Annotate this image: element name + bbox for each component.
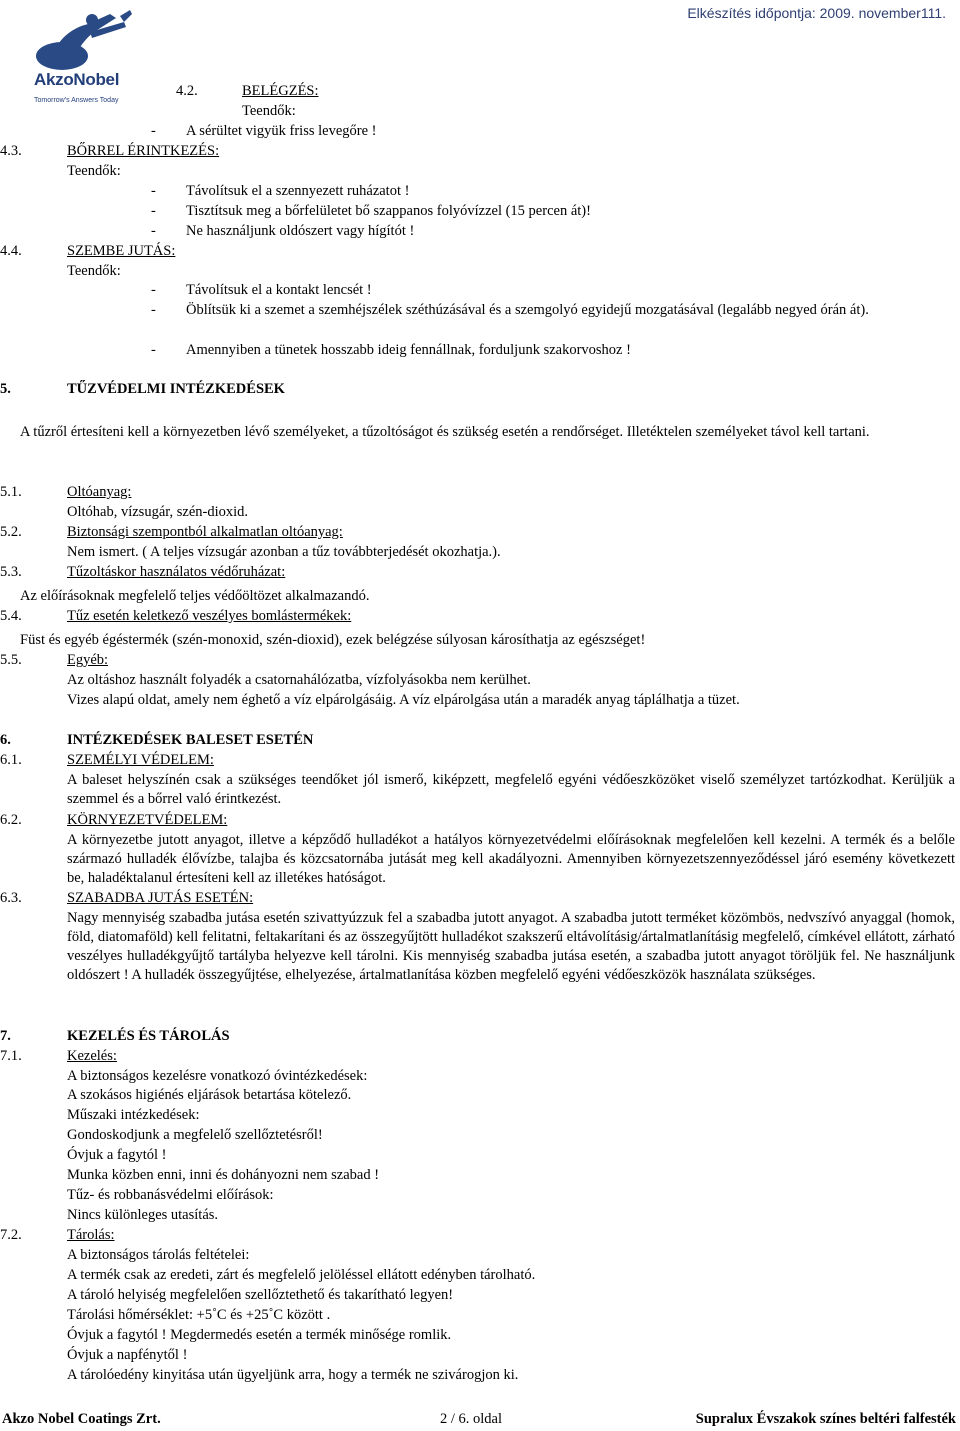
section-5-1-title: Oltóanyag: bbox=[67, 484, 132, 500]
section-7-2-title: Tárolás: bbox=[67, 1227, 115, 1243]
section-7-1-title: Kezelés: bbox=[67, 1048, 117, 1064]
storage-line: A biztonságos tárolás feltételei: bbox=[67, 1247, 250, 1263]
handling-line: Munka közben enni, inni és dohányozni nem szabad ! bbox=[67, 1167, 380, 1183]
handling-line: Tűz- és robbanásvédelmi előírások: bbox=[67, 1187, 274, 1203]
preparation-date: Elkészítés időpontja: 2009. november111. bbox=[687, 5, 946, 21]
bullet-dash: - bbox=[151, 183, 156, 199]
section-4-3-title: BŐRREL ÉRINTKEZÉS: bbox=[67, 143, 220, 159]
section-4-2-title: BELÉGZÉS: bbox=[242, 83, 319, 99]
storage-line: A termék csak az eredeti, zárt és megfelelő jelöléssel ellátott edényben tárolható. bbox=[67, 1267, 536, 1283]
section-5-5-number: 5.5. bbox=[0, 652, 22, 668]
handling-line: Gondoskodjunk a megfelelő szellőztetésről! bbox=[67, 1127, 323, 1143]
storage-line: Óvjuk a napfénytől ! bbox=[67, 1347, 188, 1363]
section-6-2-number: 6.2. bbox=[0, 812, 22, 828]
handling-line: Óvjuk a fagytól ! bbox=[67, 1147, 167, 1163]
bullet-dash: - bbox=[151, 203, 156, 219]
section-4-4-item: Öblítsük ki a szemet a szemhéjszélek széthúzásával és a szemgolyó egyidejű mozgatásával (legalább negyed órán át). bbox=[186, 302, 869, 318]
section-6-1-text: A baleset helyszínén csak a szükséges teendőket jól ismerő, kiképzett, megfelelő egyéni védőeszközöket viselő személyzet tartózkodhat. Kerüljük a szemmel és a bőrrel való érintkezést. bbox=[67, 772, 955, 807]
akzonobel-figure-logo bbox=[32, 8, 142, 72]
section-4-2-number: 4.2. bbox=[176, 83, 198, 99]
footer-company: Akzo Nobel Coatings Zrt. bbox=[2, 1411, 161, 1427]
section-5-2-number: 5.2. bbox=[0, 524, 22, 540]
storage-line: A tároló helyiség megfelelően szellőztethető és takarítható legyen! bbox=[67, 1287, 454, 1303]
storage-line: Tárolási hőmérséklet: +5˚C és +25˚C között . bbox=[67, 1307, 331, 1323]
handling-line: Nincs különleges utasítás. bbox=[67, 1207, 219, 1223]
company-logo bbox=[18, 8, 140, 104]
logo-wordmark: AkzoNobel bbox=[34, 70, 120, 89]
section-5-5-title: Egyéb: bbox=[67, 652, 109, 668]
section-5-4-number: 5.4. bbox=[0, 608, 22, 624]
section-5-title: TŰZVÉDELMI INTÉZKEDÉSEK bbox=[67, 381, 285, 397]
section-4-4-item: Távolítsuk el a kontakt lencsét ! bbox=[186, 282, 372, 298]
section-6-1-number: 6.1. bbox=[0, 752, 22, 768]
section-4-4-title: SZEMBE JUTÁS: bbox=[67, 243, 176, 259]
section-5-1-number: 5.1. bbox=[0, 484, 22, 500]
section-5-intro: A tűzről értesíteni kell a környezetben lévő személyeket, a tűzoltóságot és szükség esetén a rendőrséget. Illetéktelen személyeket távol kell tartani. bbox=[20, 424, 870, 440]
section-4-3-number: 4.3. bbox=[0, 143, 22, 159]
footer-page-number: 2 / 6. oldal bbox=[440, 1411, 503, 1427]
section-5-4-text: Füst és egyéb égéstermék (szén-monoxid, szén-dioxid), ezek belégzése súlyosan károsíthatja az egészséget! bbox=[20, 632, 646, 648]
handling-line: A szokásos higiénés eljárások betartása kötelező. bbox=[67, 1087, 352, 1103]
section-4-4-item: Amennyiben a tünetek hosszabb ideig fennállnak, forduljunk szakorvoshoz ! bbox=[186, 342, 631, 358]
bullet-dash: - bbox=[151, 342, 156, 358]
bullet-dash: - bbox=[151, 302, 156, 318]
section-5-2-text: Nem ismert. ( A teljes vízsugár azonban a tűz továbbterjedését okozhatja.). bbox=[67, 544, 501, 560]
section-7-1-number: 7.1. bbox=[0, 1048, 22, 1064]
section-4-3-item: Távolítsuk el a szennyezett ruházatot ! bbox=[186, 183, 410, 199]
section-5-4-title: Tűz esetén keletkező veszélyes bomlástermékek: bbox=[67, 608, 352, 624]
section-4-3-item: Tisztítsuk meg a bőrfelületet bő szappanos folyóvízzel (15 percen át)! bbox=[186, 203, 591, 219]
section-5-5-text: Vizes alapú oldat, amely nem éghető a víz elpárolgásáig. A víz elpárolgása után a maradék anyag táplálhatja a tüzet. bbox=[67, 692, 740, 708]
storage-line: A tárolóedény kinyitása után ügyeljünk arra, hogy a termék ne szivárogjon ki. bbox=[67, 1367, 519, 1383]
section-4-3-item: Ne használjunk oldószert vagy hígítót ! bbox=[186, 223, 415, 239]
section-5-1-text: Oltóhab, vízsugár, szén-dioxid. bbox=[67, 504, 249, 520]
section-4-4-todo: Teendők: bbox=[67, 263, 121, 279]
bullet-dash: - bbox=[151, 123, 156, 139]
section-4-3-todo: Teendők: bbox=[67, 163, 121, 179]
section-6-2-title: KÖRNYEZETVÉDELEM: bbox=[67, 812, 228, 828]
section-4-4-number: 4.4. bbox=[0, 243, 22, 259]
section-5-3-text: Az előírásoknak megfelelő teljes védőöltözet alkalmazandó. bbox=[20, 588, 370, 604]
bullet-dash: - bbox=[151, 223, 156, 239]
section-6-3-title: SZABADBA JUTÁS ESETÉN: bbox=[67, 890, 254, 906]
section-6-number: 6. bbox=[0, 732, 11, 748]
section-5-3-number: 5.3. bbox=[0, 564, 22, 580]
section-7-2-number: 7.2. bbox=[0, 1227, 22, 1243]
section-5-number: 5. bbox=[0, 381, 11, 397]
section-4-2-todo: Teendők: bbox=[242, 103, 296, 119]
section-7-title: KEZELÉS ÉS TÁROLÁS bbox=[67, 1028, 230, 1044]
handling-line: A biztonságos kezelésre vonatkozó óvintézkedések: bbox=[67, 1068, 368, 1084]
section-6-2-text: A környezetbe jutott anyagot, illetve a képződő hulladékot a hatályos környezetvédelmi előírásoknak megfelelően kell kezelni. A termék és a belőle származó hulladék élővízbe, talajba és közcsatornába jutását meg kell akadályozni. Amennyiben környezetszennyeződéssel járó esemény következett be, haladéktalanul értesíteni kell az illetékes hatóságot. bbox=[67, 832, 955, 886]
section-7-number: 7. bbox=[0, 1028, 11, 1044]
handling-line: Műszaki intézkedések: bbox=[67, 1107, 200, 1123]
storage-line: Óvjuk a fagytól ! Megdermedés esetén a termék minősége romlik. bbox=[67, 1327, 452, 1343]
section-5-2-title: Biztonsági szempontból alkalmatlan oltóanyag: bbox=[67, 524, 343, 540]
section-6-title: INTÉZKEDÉSEK BALESET ESETÉN bbox=[67, 732, 314, 748]
section-4-2-item: A sérültet vigyük friss levegőre ! bbox=[186, 123, 377, 139]
bullet-dash: - bbox=[151, 282, 156, 298]
section-5-5-text: Az oltáshoz használt folyadék a csatornahálózatba, vízfolyásokba nem kerülhet. bbox=[67, 672, 531, 688]
footer-product: Supralux Évszakok színes beltéri falfesték bbox=[695, 1411, 956, 1427]
logo-tagline: Tomorrow's Answers Today bbox=[34, 97, 119, 104]
section-6-3-text: Nagy mennyiség szabadba jutása esetén szivattyúzzuk fel a szabadba jutott anyagot. A szabadba jutott terméket közömbös, nedvszívó anyaggal (homok, föld, diatomaföld) kell felitatni, feltakarítani és az összegyűjtött hulladékot szakszerű eltávolításig/ártalmatlanításig megfelelő, címkével ellátott, zárható veszélyes hulladékgyűjtő tartályba helyezve kell tárolni. Kis mennyiség szabadba jutása esetén, a szabadba jutott anyagot töröljük fel. Ne használjunk oldószert ! A hulladék összegyűjtése, elhelyezése, ártalmatlanítása közben megfelelő egyéni védőeszközök használata szükséges. bbox=[67, 910, 955, 983]
section-6-1-title: SZEMÉLYI VÉDELEM: bbox=[67, 752, 214, 768]
section-6-3-number: 6.3. bbox=[0, 890, 22, 906]
section-5-3-title: Tűzoltáskor használatos védőruházat: bbox=[67, 564, 286, 580]
